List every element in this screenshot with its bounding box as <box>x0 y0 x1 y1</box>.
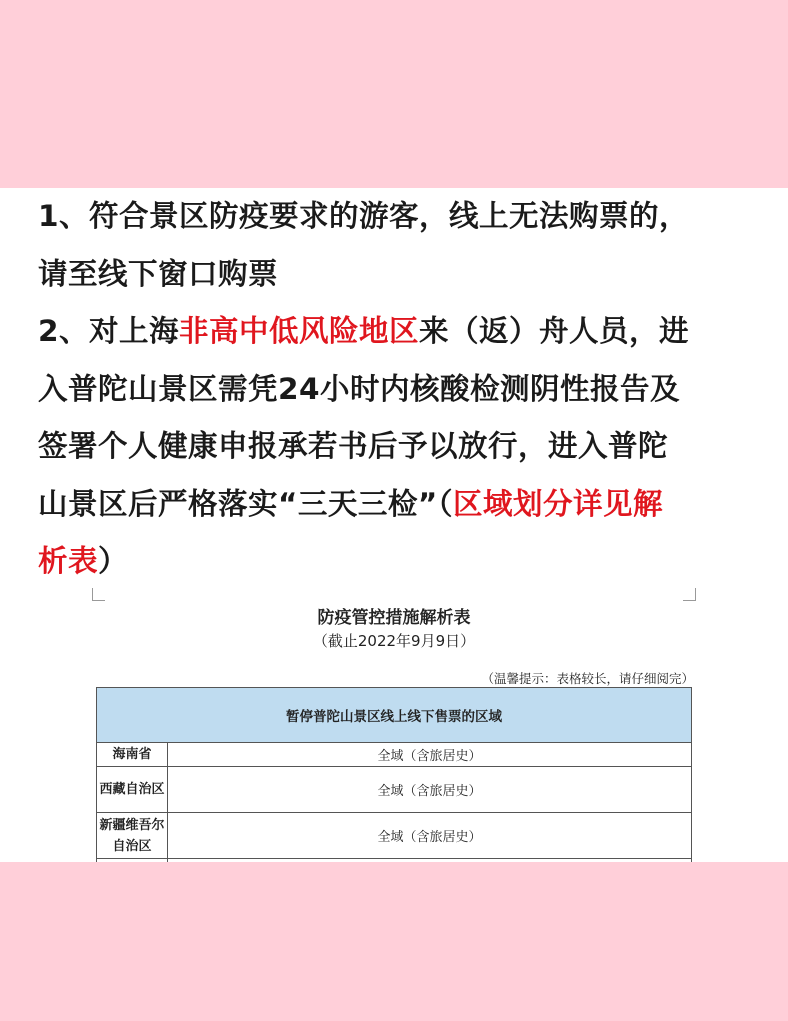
table-row <box>97 767 692 813</box>
table-header-row <box>97 688 692 743</box>
notice-line-5: 签署个人健康申报承若书后予以放行，进入普陀 <box>38 429 669 463</box>
notice-line-6 <box>38 476 754 534</box>
notice-line-3-start: 2、对上海 <box>38 314 180 348</box>
doc-title: 防疫管控措施解析表 <box>317 608 471 628</box>
notice-line-2: 请至线下窗口购票 <box>38 256 279 291</box>
page-corner-mark-left <box>92 588 105 601</box>
scope-cell: 全域（含旅居史） <box>168 743 692 767</box>
notice-line-7-end: ） <box>98 544 129 578</box>
notice-line-3-end: 来（返）舟人员，进 <box>419 314 690 348</box>
scope-cell: 全域（含旅居史） <box>168 813 692 859</box>
region-cell: 新疆维吾尔自治区 <box>97 813 168 859</box>
table-header: 暂停普陀山景区线上线下售票的区域 <box>97 688 692 743</box>
notice-text <box>38 188 754 591</box>
notice-line-1: 1、符合景区防疫要求的游客，线上无法购票的， <box>38 199 690 233</box>
notice-line-7 <box>38 533 754 591</box>
page-corner-mark-right <box>683 588 696 601</box>
bottom-pink-band <box>0 862 788 1021</box>
region-cell: 海南省 <box>97 743 168 767</box>
table-row <box>97 743 692 767</box>
control-measures-table <box>96 687 692 889</box>
doc-subtitle: （截止2022年9月9日） <box>312 632 476 650</box>
notice-line-4: 入普陀山景区需凭24小时内核酸检测阴性报告及 <box>38 371 681 406</box>
notice-line-3 <box>38 303 754 361</box>
content-area <box>0 188 788 862</box>
table-row <box>97 813 692 859</box>
notice-line-6-start: 山景区后严格落实“三天三检”（ <box>38 486 454 521</box>
doc-hint: （温馨提示：表格较长，请仔细阅完） <box>481 671 694 686</box>
highlight-region-type: 非高中低风险地区 <box>179 314 420 348</box>
scope-cell: 全域（含旅居史） <box>168 767 692 813</box>
highlight-see-table: 区域划分详见解 <box>453 486 664 521</box>
top-pink-band <box>0 0 788 188</box>
highlight-table-word: 析表 <box>38 544 99 578</box>
region-cell: 西藏自治区 <box>97 767 168 813</box>
